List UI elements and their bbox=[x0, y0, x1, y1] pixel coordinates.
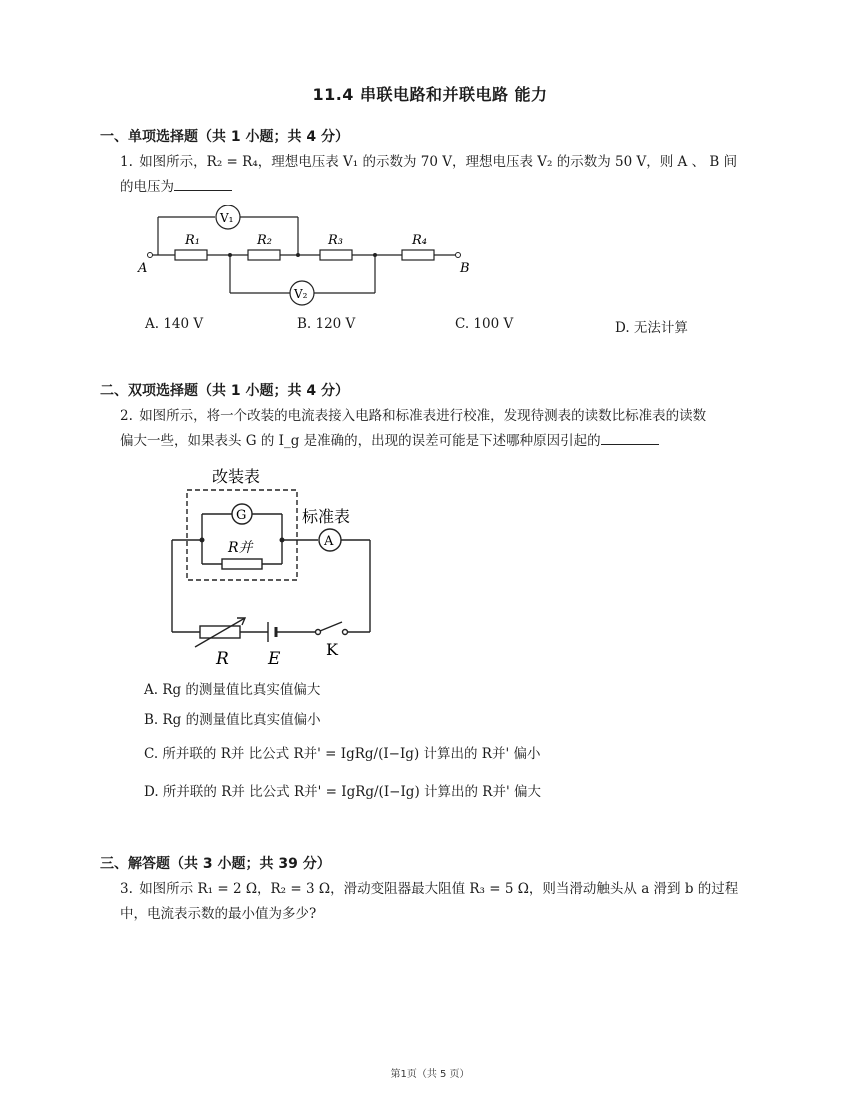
page-title: 11.4 串联电路和并联电路 能力 bbox=[312, 85, 548, 104]
q1-option-b[interactable]: B. 120 V bbox=[297, 316, 356, 332]
section-heading-single-choice: 一、单项选择题（共 1 小题；共 4 分） bbox=[100, 129, 349, 145]
q2-option-b[interactable]: B. Rg 的测量值比真实值偏小 bbox=[144, 712, 321, 728]
label-r4: R₄ bbox=[412, 233, 427, 248]
answer-blank[interactable] bbox=[174, 176, 232, 191]
label-r: R bbox=[216, 649, 229, 669]
question-1-line2: 的电压为 bbox=[120, 175, 760, 200]
q1-option-d[interactable]: D. 无法计算 bbox=[615, 320, 688, 336]
label-a: A bbox=[324, 534, 334, 549]
q2-option-d[interactable]: D. 所并联的 R并 比公式 R并' = IgRg/(I−Ig) 计算出的 R并' 偏大 bbox=[144, 784, 541, 800]
question-1-line1: 1. 如图所示，R₂ = R₄，理想电压表 V₁ 的示数为 70 V，理想电压表 V₂ 的示数为 50 V，则 A 、 B 间 bbox=[120, 154, 738, 170]
question-2-circuit-diagram bbox=[140, 462, 385, 672]
label-b: B bbox=[460, 261, 470, 276]
label-r3: R₃ bbox=[328, 233, 343, 248]
q1-option-c[interactable]: C. 100 V bbox=[455, 316, 514, 332]
label-v2: V₂ bbox=[294, 287, 308, 301]
answer-blank[interactable] bbox=[601, 430, 659, 445]
label-r1: R₁ bbox=[185, 233, 200, 248]
label-r2: R₂ bbox=[257, 233, 272, 248]
q2-option-a[interactable]: A. Rg 的测量值比真实值偏大 bbox=[144, 682, 321, 698]
label-r-parallel: R并 bbox=[228, 540, 253, 556]
label-a: A bbox=[138, 261, 148, 276]
section-heading-answer: 三、解答题（共 3 小题；共 39 分） bbox=[100, 856, 331, 872]
label-e: E bbox=[268, 649, 281, 669]
question-2-line1: 2. 如图所示，将一个改装的电流表接入电路和标准表进行校准，发现待测表的读数比标准表的读数 bbox=[120, 408, 707, 424]
label-k: K bbox=[326, 640, 338, 659]
question-1-circuit-diagram bbox=[130, 205, 475, 315]
question-2-line2: 偏大一些，如果表头 G 的 I_g 是准确的，出现的误差可能是下述哪种原因引起的 bbox=[120, 429, 760, 454]
question-3-text bbox=[120, 877, 760, 927]
q1-option-a[interactable]: A. 140 V bbox=[145, 316, 204, 332]
question-3-line1: 3. 如图所示 R₁ = 2 Ω，R₂ = 3 Ω，滑动变阻器最大阻值 R₃ = 5 Ω，则当滑动触头从 a 滑到 b 的过程 bbox=[120, 881, 739, 897]
question-3-line2: 中，电流表示数的最小值为多少? bbox=[120, 906, 317, 922]
q2-option-c[interactable]: C. 所并联的 R并 比公式 R并' = IgRg/(I−Ig) 计算出的 R并' 偏小 bbox=[144, 746, 541, 762]
page-footer: 第1页（共 5 页） bbox=[390, 1069, 470, 1080]
label-modified-ammeter: 改装表 bbox=[212, 467, 261, 486]
label-g: G bbox=[236, 508, 247, 523]
label-v1: V₁ bbox=[220, 211, 234, 225]
question-1-text bbox=[120, 150, 760, 200]
question-2-text bbox=[120, 404, 760, 454]
label-standard-ammeter: 标准表 bbox=[302, 507, 351, 526]
section-heading-double-choice: 二、双项选择题（共 1 小题；共 4 分） bbox=[100, 383, 349, 399]
